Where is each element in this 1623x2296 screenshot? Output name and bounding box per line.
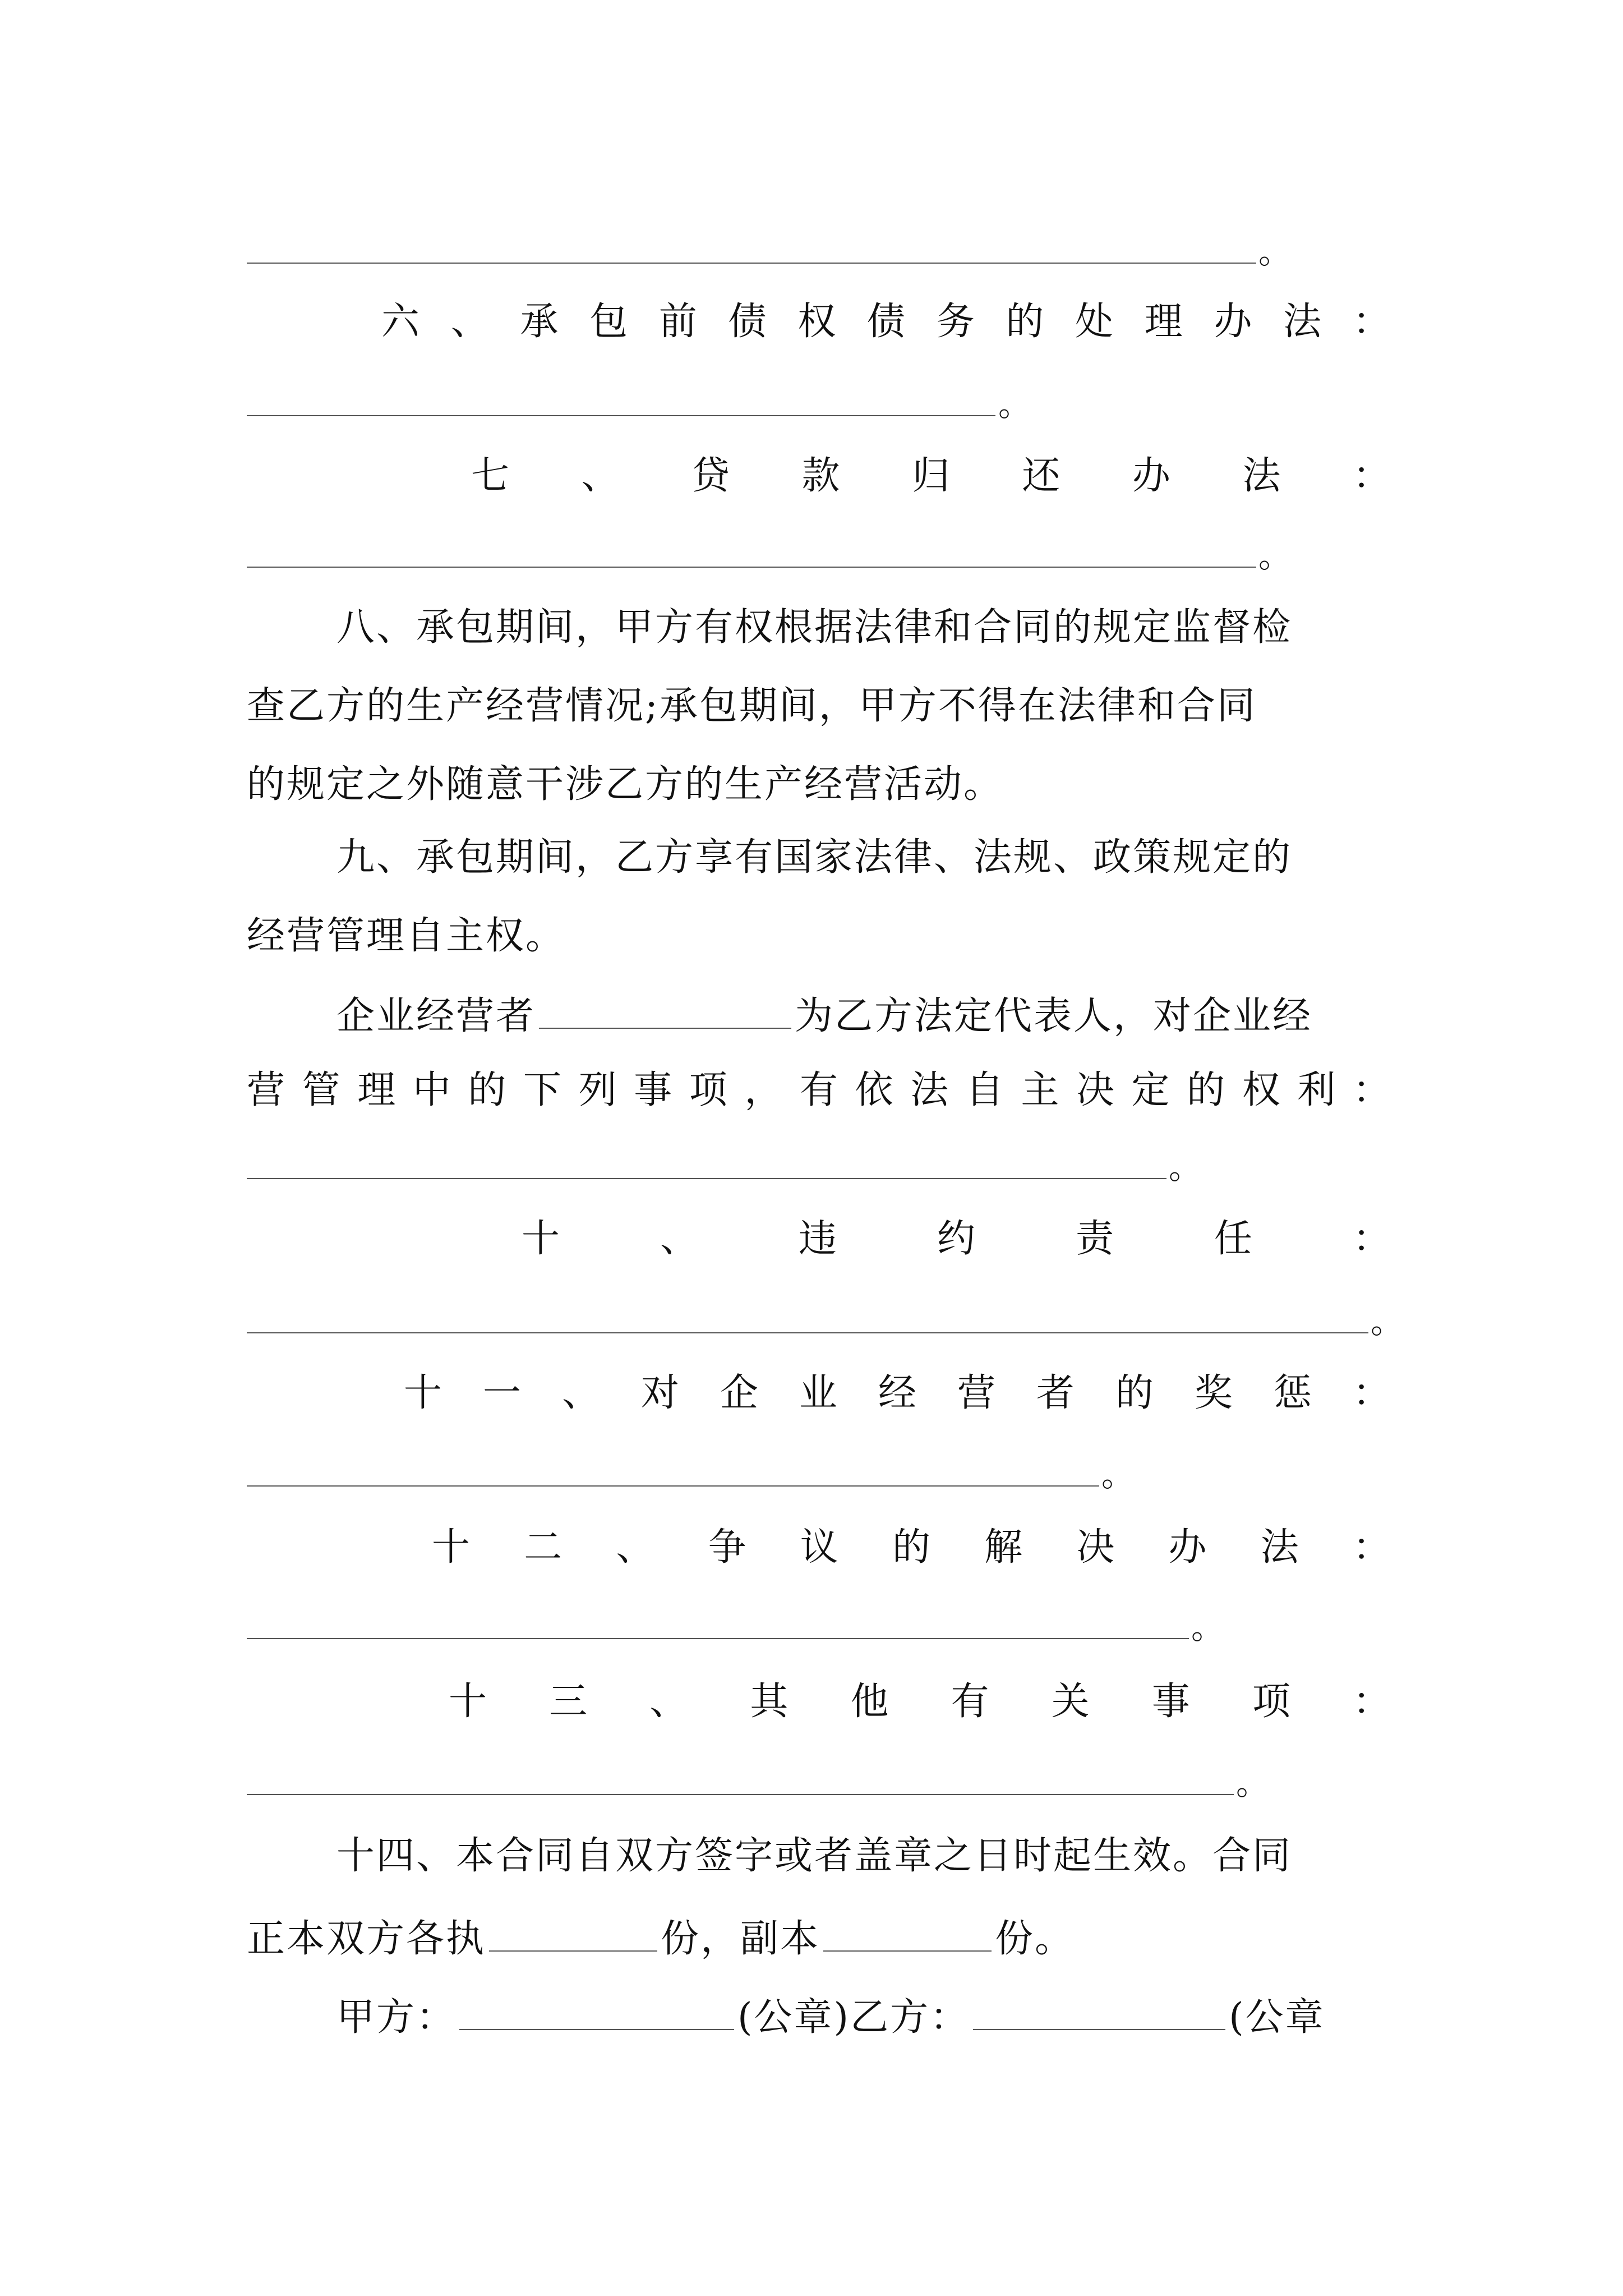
fill-line-5	[247, 263, 1256, 264]
heading-char: 二	[524, 1525, 562, 1570]
fill-line-6	[247, 415, 995, 416]
heading-char: 前	[658, 300, 697, 344]
para-8-line-1: 八、承包期间，甲方有权根据法律和合同的规定监督检	[336, 605, 1293, 650]
signature-line	[336, 1994, 1325, 2040]
heading-char: ：	[1352, 1217, 1391, 1261]
heading-char: 债	[728, 300, 767, 344]
heading-char: ：	[1352, 454, 1391, 498]
heading-char: 的	[468, 1068, 506, 1112]
heading-char: ：	[1352, 1680, 1391, 1724]
heading-char: 十	[449, 1680, 487, 1724]
heading-char: 债	[866, 300, 905, 344]
fill-line-13	[247, 1794, 1234, 1795]
heading-char: 企	[720, 1371, 758, 1415]
heading-char: ：	[1352, 300, 1391, 344]
heading-char: 权	[797, 300, 836, 344]
heading-char: 的	[892, 1525, 930, 1570]
end-mark: 。	[1101, 1456, 1135, 1494]
party-a-seal: (公章)乙方：	[737, 1995, 970, 2040]
heading-char: 关	[1051, 1680, 1090, 1724]
para-14-pre: 正本双方各执	[247, 1917, 486, 1961]
heading-char: 违	[798, 1217, 837, 1261]
heading-char: ：	[1352, 1068, 1391, 1112]
heading-char: 自	[965, 1068, 1004, 1112]
heading-char: 三	[549, 1680, 588, 1724]
heading-char: 者	[1036, 1371, 1075, 1415]
para-14-line-2	[247, 1916, 1075, 1961]
heading-char: 业	[799, 1371, 837, 1415]
operator-line-2	[247, 1068, 1391, 1112]
heading-char: 营	[247, 1068, 285, 1112]
heading-char: 奖	[1194, 1371, 1233, 1415]
heading-char: 惩	[1273, 1371, 1312, 1415]
operator-blank[interactable]	[539, 993, 791, 1029]
heading-6	[381, 300, 1391, 344]
heading-char: 法	[910, 1068, 949, 1112]
heading-char: 还	[1022, 454, 1061, 498]
heading-char: ：	[1352, 1525, 1391, 1570]
heading-char: 办	[1168, 1525, 1207, 1570]
heading-7	[471, 454, 1391, 498]
fill-line-11	[247, 1485, 1099, 1487]
heading-char: 、	[581, 454, 620, 498]
heading-char: 、	[450, 300, 489, 344]
para-14-line-1: 十四、本合同自双方签字或者盖章之日时起生效。合同	[336, 1834, 1293, 1878]
heading-char: 包	[589, 300, 628, 344]
fill-line-7	[247, 567, 1256, 568]
heading-char: 列	[578, 1068, 617, 1112]
heading-char: 理	[1144, 300, 1183, 344]
heading-char: 的	[1115, 1371, 1154, 1415]
heading-char: 依	[855, 1068, 893, 1112]
heading-char: 办	[1132, 454, 1170, 498]
party-b-seal: (公章	[1229, 1995, 1325, 2040]
end-mark: 。	[1258, 233, 1292, 271]
heading-char: 任	[1214, 1217, 1252, 1261]
fill-line-12	[247, 1638, 1189, 1639]
heading-char: 、	[561, 1371, 600, 1415]
heading-char: 法	[1283, 300, 1322, 344]
end-mark: 。	[1169, 1148, 1202, 1186]
para-8-line-2: 查乙方的生产经营情况;承包期间，甲方不得在法律和合同	[247, 684, 1257, 728]
heading-char: 的	[1006, 300, 1044, 344]
heading-11	[404, 1371, 1391, 1415]
heading-char: 法	[1242, 454, 1281, 498]
heading-char: 项	[689, 1068, 727, 1112]
heading-char: 十	[522, 1217, 560, 1261]
heading-char: 约	[937, 1217, 975, 1261]
para-8-line-3: 的规定之外随意干涉乙方的生产经营活动。	[247, 762, 1004, 807]
heading-char: 定	[1131, 1068, 1170, 1112]
heading-char: 处	[1075, 300, 1114, 344]
heading-char: 有	[951, 1680, 989, 1724]
heading-13	[449, 1680, 1391, 1724]
para-14-post: 份。	[995, 1917, 1075, 1961]
end-mark: 。	[998, 385, 1031, 424]
heading-char: 主	[1021, 1068, 1059, 1112]
para-9-line-1: 九、承包期间，乙方享有国家法律、法规、政策规定的	[336, 835, 1293, 880]
heading-char: 、	[660, 1217, 698, 1261]
heading-12	[432, 1525, 1391, 1570]
original-copies-blank[interactable]	[489, 1916, 657, 1952]
heading-char: ：	[1352, 1371, 1391, 1415]
heading-char: 经	[878, 1371, 916, 1415]
heading-char: ，	[744, 1068, 783, 1112]
heading-char: 归	[911, 454, 950, 498]
heading-char: 七	[471, 454, 510, 498]
operator-pre: 企业经营者	[336, 994, 536, 1038]
fill-line-9	[247, 1178, 1166, 1179]
end-mark: 。	[1191, 1608, 1224, 1646]
heading-char: 责	[1075, 1217, 1114, 1261]
heading-char: 办	[1214, 300, 1252, 344]
heading-char: 事	[1151, 1680, 1190, 1724]
heading-10	[522, 1217, 1391, 1261]
heading-char: 权	[1242, 1068, 1280, 1112]
heading-char: 解	[984, 1525, 1023, 1570]
operator-post: 为乙方法定代表人，对企业经	[795, 994, 1313, 1038]
heading-char: 理	[357, 1068, 396, 1112]
heading-char: 六	[381, 300, 420, 344]
heading-char: 一	[482, 1371, 521, 1415]
fill-line-10	[247, 1332, 1368, 1333]
heading-char: 事	[634, 1068, 672, 1112]
heading-char: 十	[432, 1525, 471, 1570]
heading-char: 贷	[691, 454, 730, 498]
heading-char: 款	[801, 454, 840, 498]
heading-char: 、	[616, 1525, 654, 1570]
heading-char: 管	[302, 1068, 340, 1112]
heading-char: 法	[1260, 1525, 1299, 1570]
heading-char: 其	[750, 1680, 789, 1724]
heading-char: 有	[799, 1068, 838, 1112]
party-b-blank[interactable]	[973, 1994, 1225, 2030]
heading-char: 承	[520, 300, 559, 344]
end-mark: 。	[1371, 1303, 1404, 1341]
heading-char: 、	[649, 1680, 688, 1724]
heading-char: 议	[800, 1525, 838, 1570]
party-a-blank[interactable]	[459, 1994, 734, 2030]
end-mark: 。	[1258, 537, 1292, 575]
heading-char: 中	[412, 1068, 451, 1112]
heading-char: 下	[523, 1068, 561, 1112]
para-14-mid: 份，副本	[661, 1917, 820, 1961]
heading-char: 项	[1252, 1680, 1290, 1724]
para-9-line-2: 经营管理自主权。	[247, 914, 566, 958]
heading-char: 决	[1076, 1068, 1114, 1112]
heading-char: 他	[850, 1680, 889, 1724]
duplicate-copies-blank[interactable]	[823, 1916, 992, 1952]
party-a-label: 甲方：	[336, 1995, 457, 2040]
heading-char: 利	[1297, 1068, 1336, 1112]
heading-char: 对	[640, 1371, 679, 1415]
heading-char: 务	[936, 300, 975, 344]
heading-char: 的	[1187, 1068, 1225, 1112]
heading-char: 营	[957, 1371, 995, 1415]
operator-line-1	[336, 993, 1312, 1036]
heading-char: 十	[404, 1371, 442, 1415]
heading-char: 争	[708, 1525, 746, 1570]
heading-char: 决	[1076, 1525, 1115, 1570]
end-mark: 。	[1236, 1764, 1269, 1802]
